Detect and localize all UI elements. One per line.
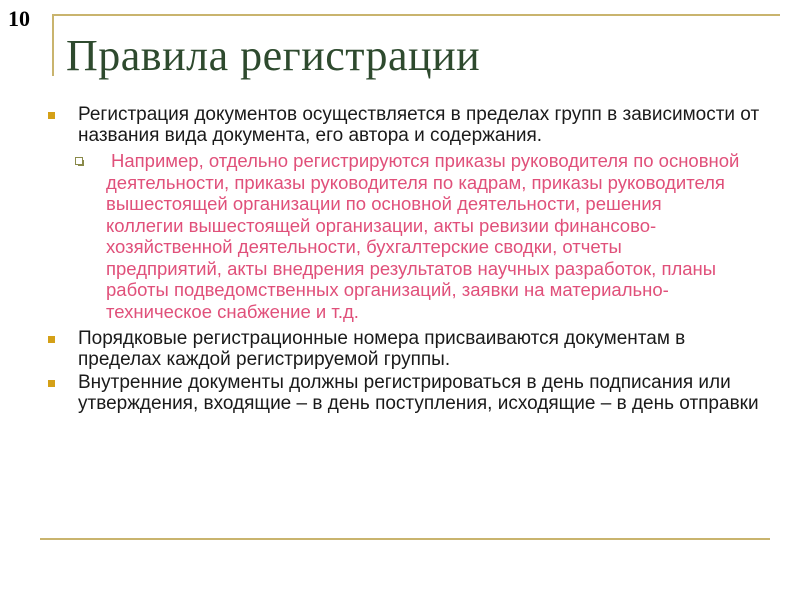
bullet-text: Порядковые регистрационные номера присваиваются документам в пределах каждой регистрируемой группы. — [78, 328, 686, 370]
slide-title: Правила регистрации — [66, 31, 481, 80]
bullet-text: Внутренние документы должны регистрироваться в день подписания или утверждения, входящие – в день поступления, исходящие – в день отправки — [78, 372, 759, 414]
slide-number: 10 — [8, 6, 30, 31]
sub-bullet-text: Например, отдельно регистрируются приказы руководителя по основной деятельности, приказы руководителя по кадрам, приказы руководителя вышестоящей организации по основной деятельности, решения коллегии вышестоящей организации, акты ревизии финансово-хозяйственной деятельности, бухгалтерские сводки, отчеты предприятий, акты внедрения результатов научных разработок, планы работы подведомственных организаций, заявки на материально-техническое снабжение и т.д. — [106, 150, 740, 322]
slide-content — [40, 104, 760, 416]
bullet-item-registration-numbers — [40, 328, 760, 370]
bullet-item-registration-groups — [40, 104, 760, 146]
square-bullet-icon — [48, 336, 55, 343]
bullet-item-registration-dates — [40, 372, 760, 414]
bullet-text: Регистрация документов осуществляется в пределах групп в зависимости от названия вида документа, его автора и содержания. — [78, 104, 760, 146]
frame-left-line — [52, 14, 54, 76]
sub-bullet-item-example — [106, 150, 740, 322]
square-bullet-icon — [48, 112, 55, 119]
frame-bottom-line — [40, 538, 770, 540]
checkbox-bullet-icon — [75, 157, 83, 165]
frame-top-line — [52, 14, 780, 16]
square-bullet-icon — [48, 380, 55, 387]
